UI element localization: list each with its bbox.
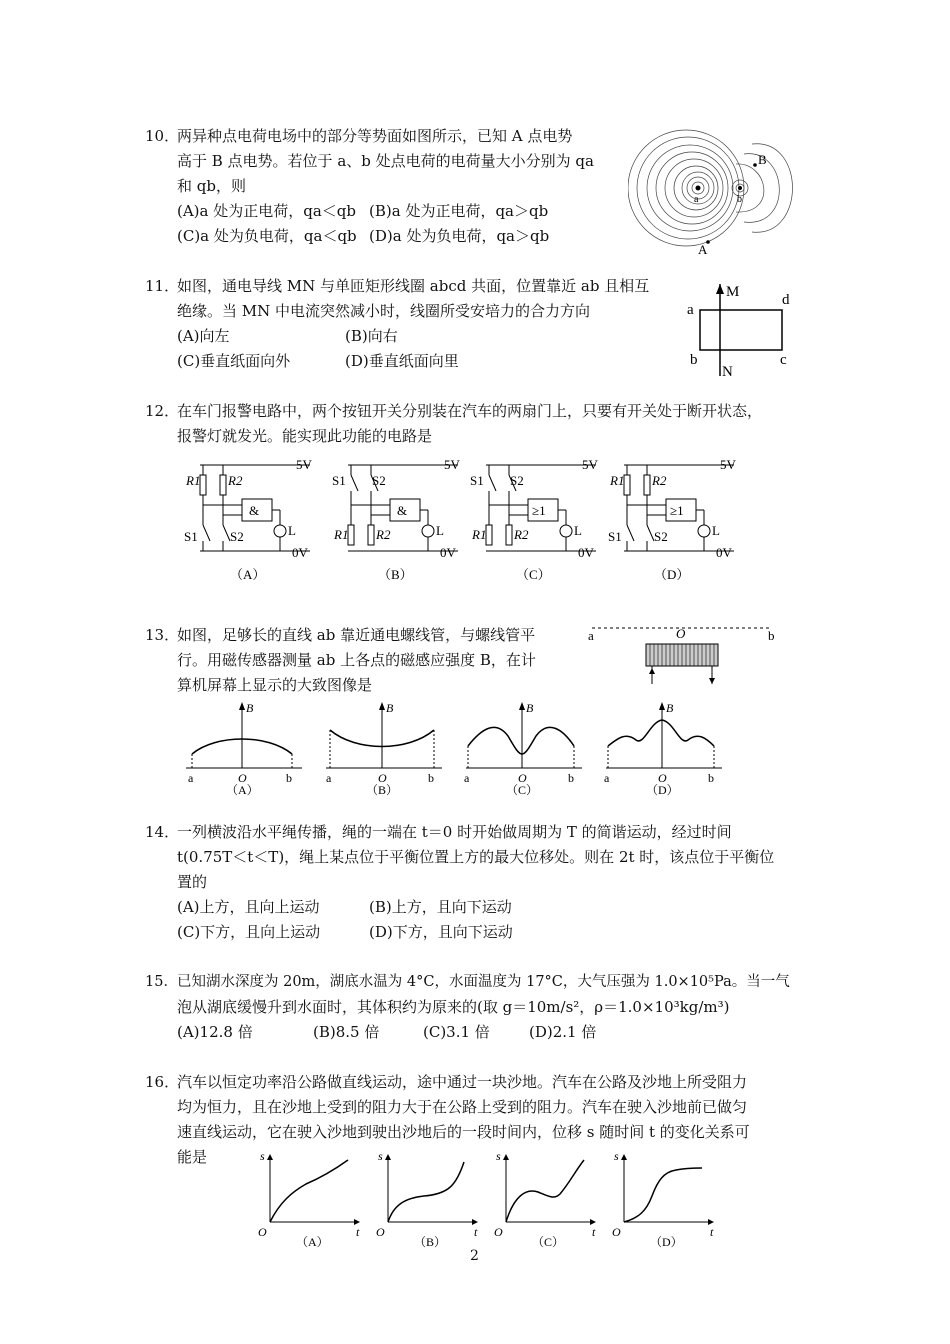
q11-label-a: a	[687, 302, 694, 318]
q10-line1: 两异种点电荷电场中的部分等势面如图所示，已知 A 点电势	[177, 127, 573, 145]
q12-d-5v: 5V	[720, 457, 736, 472]
q12-circuit-b	[332, 457, 461, 582]
question-12	[145, 399, 762, 449]
q15-number: 15．	[145, 974, 178, 990]
page-number: 2	[470, 1248, 479, 1264]
question-10	[145, 124, 594, 249]
q11-option-a: (A)向左	[177, 327, 230, 345]
q16-line4: 能是	[177, 1148, 208, 1166]
q13-caption-c: （C）	[506, 783, 539, 796]
q13-graph-b	[326, 701, 442, 796]
q13-line3: 算机屏幕上显示的大致图像是	[177, 676, 373, 694]
q11-label-M: M	[726, 284, 740, 300]
q12-b-r1: R1	[334, 527, 349, 542]
q16-d-O: O	[612, 1225, 621, 1239]
q16-c-t: t	[592, 1225, 596, 1239]
q14-option-a: (A)上方，且向上运动	[177, 898, 320, 916]
q15-line2: 泡从湖底缓慢升到水面时，其体积约为原来的(取 g＝10m/s²，ρ＝1.0×10³kg/m³)	[177, 998, 730, 1016]
q12-circuits-figure	[180, 455, 770, 585]
q12-c-5v: 5V	[582, 457, 598, 472]
q15-option-b: (B)8.5 倍	[313, 1023, 380, 1041]
q13-line2: 行。用磁传感器测量 ab 上各点的磁感应强度 B，在计	[177, 651, 536, 669]
q12-circuit-d	[608, 457, 737, 582]
q10-label-b: b	[737, 194, 742, 205]
q10-option-d: (D)a 处为负电荷，qa＞qb	[369, 227, 550, 245]
q12-d-r2: R2	[652, 473, 667, 488]
q12-c-r2: R2	[514, 527, 529, 542]
q12-caption-a: （A）	[230, 567, 266, 582]
q10-equipotential-figure	[628, 118, 808, 258]
q11-line2: 绝缘。当 MN 中电流突然减小时，线圈所受安培力的合力方向	[177, 302, 591, 320]
q13-c-b: b	[568, 771, 574, 785]
q14-line3: 置的	[177, 873, 208, 891]
q13-line1: 如图，足够长的直线 ab 靠近通电螺线管，与螺线管平	[177, 626, 536, 644]
q16-c-O: O	[494, 1225, 503, 1239]
q12-b-5v: 5V	[444, 457, 460, 472]
q14-line2: t(0.75T＜t＜T)，绳上某点位于平衡位置上方的最大位移处。则在 2t 时，该点位于平衡位	[177, 848, 775, 866]
q14-line1: 一列横波沿水平绳传播，绳的一端在 t＝0 时开始做周期为 T 的简谐运动，经过时间	[177, 823, 732, 841]
q12-b-gate: &	[397, 503, 408, 518]
q16-line3: 速直线运动，它在驶入沙地到驶出沙地后的一段时间内，位移 s 随时间 t 的变化关系可	[177, 1123, 750, 1141]
q13-graph-c	[464, 701, 582, 796]
q11-label-b: b	[690, 352, 698, 368]
q12-a-5v: 5V	[296, 457, 312, 472]
q16-a-t: t	[356, 1225, 360, 1239]
q12-caption-b: （B）	[378, 567, 413, 582]
q13-caption-b: （B）	[366, 783, 399, 796]
q16-graph-c	[494, 1149, 596, 1248]
q11-coil-figure	[684, 280, 804, 380]
q12-b-r2: R2	[376, 527, 391, 542]
q10-line2: 高于 B 点电势。若位于 a、b 处点电荷的电荷量大小分别为 qa	[177, 152, 594, 170]
q12-c-lamp: L	[574, 523, 582, 538]
q12-b-s2: S2	[372, 473, 386, 488]
q16-caption-a: （A）	[296, 1235, 329, 1248]
q12-a-r2: R2	[228, 473, 243, 488]
q13-fig-O: O	[676, 626, 686, 641]
q11-number: 11．	[145, 277, 180, 295]
q15-option-c: (C)3.1 倍	[423, 1023, 490, 1041]
q12-a-gate: &	[249, 503, 260, 518]
q13-c-B: B	[526, 701, 534, 715]
question-15	[145, 970, 790, 1045]
q12-circuit-a	[184, 457, 313, 582]
q13-caption-d: （D）	[646, 783, 679, 796]
q12-caption-d: （D）	[654, 567, 690, 582]
q15-option-d: (D)2.1 倍	[529, 1023, 597, 1041]
q11-line1: 如图，通电导线 MN 与单匝矩形线圈 abcd 共面，位置靠近 ab 且相互	[177, 277, 650, 295]
q15-option-a: (A)12.8 倍	[177, 1023, 253, 1041]
q10-line3: 和 qb，则	[177, 177, 246, 195]
q13-fig-a: a	[588, 628, 594, 643]
q10-option-a: (A)a 处为正电荷，qa＜qb	[177, 202, 356, 220]
q16-a-O: O	[258, 1225, 267, 1239]
q13-a-B: B	[246, 701, 254, 715]
q13-b-O: O	[378, 771, 387, 785]
q10-charge-b	[738, 186, 742, 190]
q11-option-d: (D)垂直纸面向里	[345, 352, 459, 370]
q16-d-s: s	[614, 1149, 619, 1163]
q12-c-r1: R1	[472, 527, 487, 542]
q16-line2: 均为恒力，且在沙地上受到的阻力大于在公路上受到的阻力。汽车在驶入沙地前已做匀	[177, 1098, 748, 1116]
q16-b-O: O	[376, 1225, 385, 1239]
question-11	[145, 274, 649, 374]
q12-a-0v: 0V	[292, 545, 308, 560]
q14-number: 14．	[145, 823, 180, 841]
q16-number: 16．	[145, 1073, 180, 1091]
q13-b-b: b	[428, 771, 434, 785]
q11-option-c: (C)垂直纸面向外	[177, 352, 291, 370]
q12-line2: 报警灯就发光。能实现此功能的电路是	[177, 427, 433, 445]
q13-graph-a	[186, 701, 302, 796]
q12-a-s2: S2	[230, 529, 244, 544]
q12-d-r1: R1	[610, 473, 625, 488]
q13-graphs-figure	[176, 696, 756, 796]
q12-d-lamp: L	[712, 523, 720, 538]
q13-a-O: O	[238, 771, 247, 785]
q12-b-s1: S1	[332, 473, 346, 488]
q13-a-b: b	[286, 771, 292, 785]
q15-line1: 已知湖水深度为 20m，湖底水温为 4°C，水面温度为 17°C，大气压强为 1.0×10⁵Pa。当一气	[177, 974, 790, 990]
q14-option-b: (B)上方，且向下运动	[369, 898, 512, 916]
q12-d-s1: S1	[608, 529, 622, 544]
q16-caption-b: （B）	[414, 1235, 447, 1248]
q13-fig-b: b	[768, 628, 775, 643]
q13-solenoid-figure	[586, 622, 786, 692]
q10-option-b: (B)a 处为正电荷，qa＞qb	[369, 202, 549, 220]
q10-charge-a	[696, 186, 701, 191]
q11-label-d: d	[782, 292, 790, 308]
q16-d-t: t	[710, 1225, 714, 1239]
q16-b-t: t	[474, 1225, 478, 1239]
q13-d-O: O	[658, 771, 667, 785]
q16-a-s: s	[260, 1149, 265, 1163]
q12-number: 12．	[145, 402, 180, 420]
q14-option-c: (C)下方，且向上运动	[177, 923, 321, 941]
q13-d-b: b	[708, 771, 714, 785]
q12-a-s1: S1	[184, 529, 198, 544]
q12-d-0v: 0V	[716, 545, 732, 560]
q13-c-a: a	[464, 771, 470, 785]
q12-circuit-c	[470, 457, 599, 582]
q12-a-lamp: L	[288, 523, 296, 538]
q12-line1: 在车门报警电路中，两个按钮开关分别装在汽车的两扇门上，只要有开关处于断开状态，	[177, 402, 763, 420]
q12-caption-c: （C）	[516, 567, 551, 582]
q13-d-B: B	[666, 701, 674, 715]
q11-option-b: (B)向右	[345, 327, 398, 345]
q16-b-s: s	[378, 1149, 383, 1163]
q10-option-c: (C)a 处为负电荷，qa＜qb	[177, 227, 357, 245]
q16-caption-d: （D）	[650, 1235, 683, 1248]
q10-number: 10．	[145, 127, 180, 145]
q12-a-r1: R1	[186, 473, 201, 488]
q16-line1: 汽车以恒定功率沿公路做直线运动，途中通过一块沙地。汽车在公路及沙地上所受阻力	[177, 1073, 748, 1091]
q12-c-0v: 0V	[578, 545, 594, 560]
q16-graph-b	[376, 1149, 478, 1248]
q12-b-lamp: L	[436, 523, 444, 538]
q11-label-N: N	[722, 364, 733, 380]
q12-d-s2: S2	[654, 529, 668, 544]
q13-caption-a: （A）	[226, 783, 259, 796]
question-14	[145, 820, 774, 945]
q13-number: 13．	[145, 626, 180, 644]
q13-b-a: a	[326, 771, 332, 785]
q13-a-a: a	[188, 771, 194, 785]
q13-d-a: a	[604, 771, 610, 785]
q16-c-s: s	[496, 1149, 501, 1163]
q14-option-d: (D)下方，且向下运动	[369, 923, 513, 941]
question-13	[145, 623, 536, 698]
q12-d-gate: ≥1	[670, 503, 684, 518]
q11-label-c: c	[780, 352, 787, 368]
q10-label-B: B	[758, 152, 767, 167]
q12-b-0v: 0V	[440, 545, 456, 560]
q16-caption-c: （C）	[532, 1235, 565, 1248]
q13-b-B: B	[386, 701, 394, 715]
q16-graphs-figure	[250, 1146, 730, 1248]
q12-c-s2: S2	[510, 473, 524, 488]
q13-graph-d	[604, 701, 722, 796]
q10-label-A: A	[698, 242, 708, 257]
q13-c-O: O	[518, 771, 527, 785]
q16-graph-a	[258, 1149, 360, 1248]
q12-c-gate: ≥1	[532, 503, 546, 518]
q16-graph-d	[612, 1149, 714, 1248]
q12-c-s1: S1	[470, 473, 484, 488]
q10-label-a: a	[694, 194, 699, 205]
